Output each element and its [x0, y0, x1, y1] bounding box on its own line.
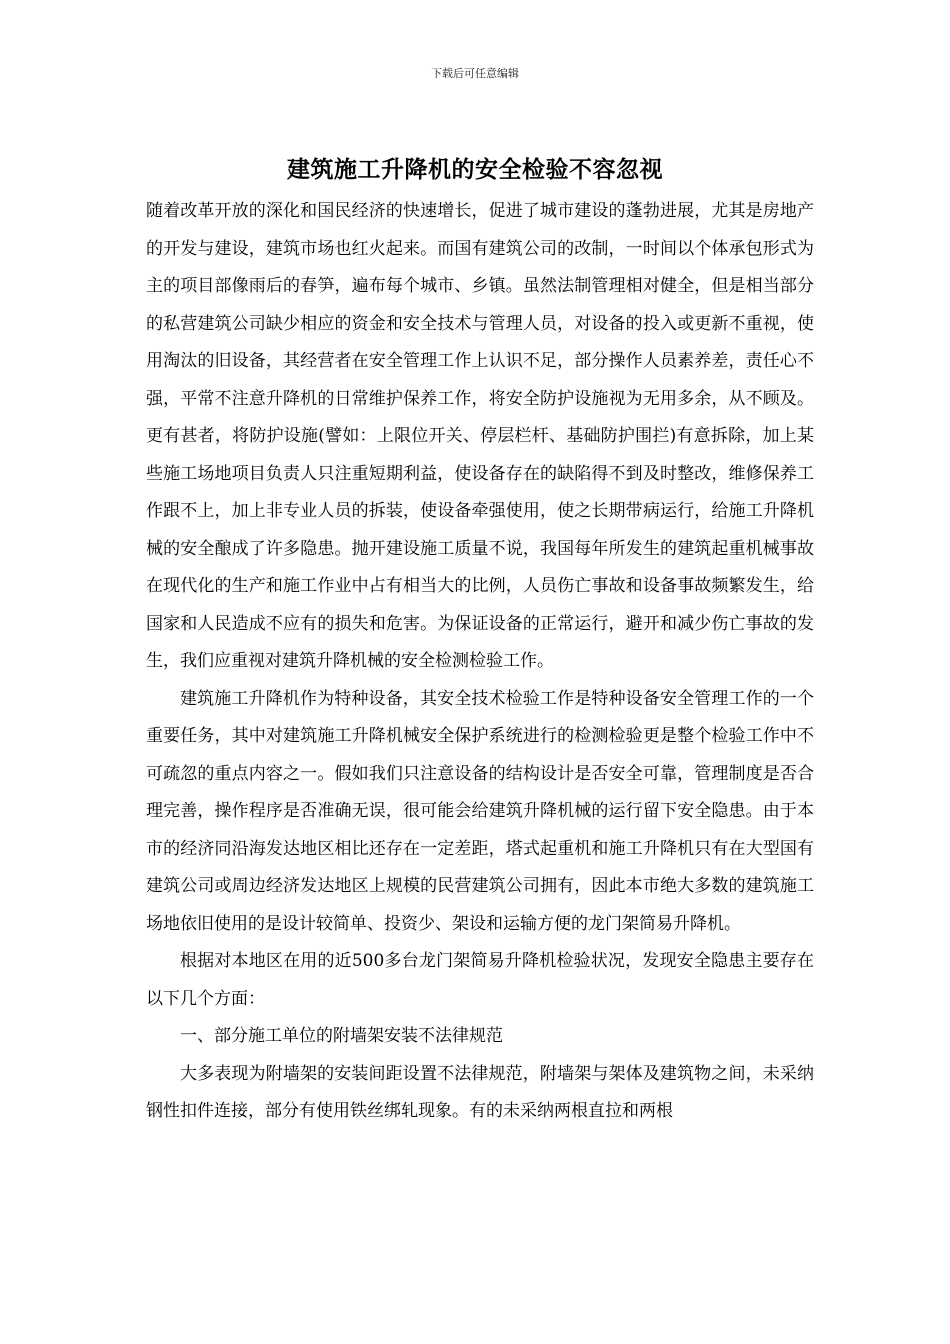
document-body	[146, 193, 814, 1131]
paragraph: 根据对本地区在用的近500多台龙门架简易升降机检验状况，发现安全隐患主要存在以下几个方面：	[146, 951, 814, 1009]
document-title: 建筑施工升降机的安全检验不容忽视	[287, 156, 663, 183]
paragraph: 大多表现为附墙架的安装间距设置不法律规范，附墙架与架体及建筑物之间，未采纳钢性扣件连接，部分有使用铁丝绑轧现象。有的未采纳两根直拉和两根	[146, 1063, 814, 1121]
page-header: 下载后可任意编辑	[431, 67, 519, 80]
section-heading: 一、部分施工单位的附墙架安装不法律规范	[180, 1026, 503, 1046]
paragraph: 随着改革开放的深化和国民经济的快速增长，促进了城市建设的蓬勃进展，尤其是房地产的开发与建设，建筑市场也红火起来。而国有建筑公司的改制，一时间以个体承包形式为主的项目部像雨后的春笋，遍布每个城市、乡镇。虽然法制管理相对健全，但是相当部分的私营建筑公司缺少相应的资金和安全技术与管理人员，对设备的投入或更新不重视，使用淘汰的旧设备，其经营者在安全管理工作上认识不足，部分操作人员素养差，责任心不强，平常不注意升降机的日常维护保养工作，将安全防护设施视为无用多余，从不顾及。更有甚者，将防护设施(譬如：上限位开关、停层栏杆、基础防护围拦)有意拆除，加上某些施工场地项目负责人只注重短期利益，使设备存在的缺陷得不到及时整改，维修保养工作跟不上，加上非专业人员的拆装，使设备牵强使用，使之长期带病运行，给施工升降机械的安全酿成了许多隐患。抛开建设施工质量不说，我国每年所发生的建筑起重机械事故在现代化的生产和施工作业中占有相当大的比例，人员伤亡事故和设备事故频繁发生，给国家和人民造成不应有的损失和危害。为保证设备的正常运行，避开和减少伤亡事故的发生，我们应重视对建筑升降机械的安全检测检验工作。	[146, 201, 814, 671]
paragraph: 建筑施工升降机作为特种设备，其安全技术检验工作是特种设备安全管理工作的一个重要任务，其中对建筑施工升降机械安全保护系统进行的检测检验更是整个检验工作中不可疏忽的重点内容之一。假如我们只注意设备的结构设计是否安全可靠，管理制度是否合理完善，操作程序是否准确无误，很可能会给建筑升降机械的运行留下安全隐患。由于本市的经济同沿海发达地区相比还存在一定差距，塔式起重机和施工升降机只有在大型国有建筑公司或周边经济发达地区上规模的民营建筑公司拥有，因此本市绝大多数的建筑施工场地依旧使用的是设计较简单、投资少、架设和运输方便的龙门架简易升降机。	[146, 688, 814, 934]
